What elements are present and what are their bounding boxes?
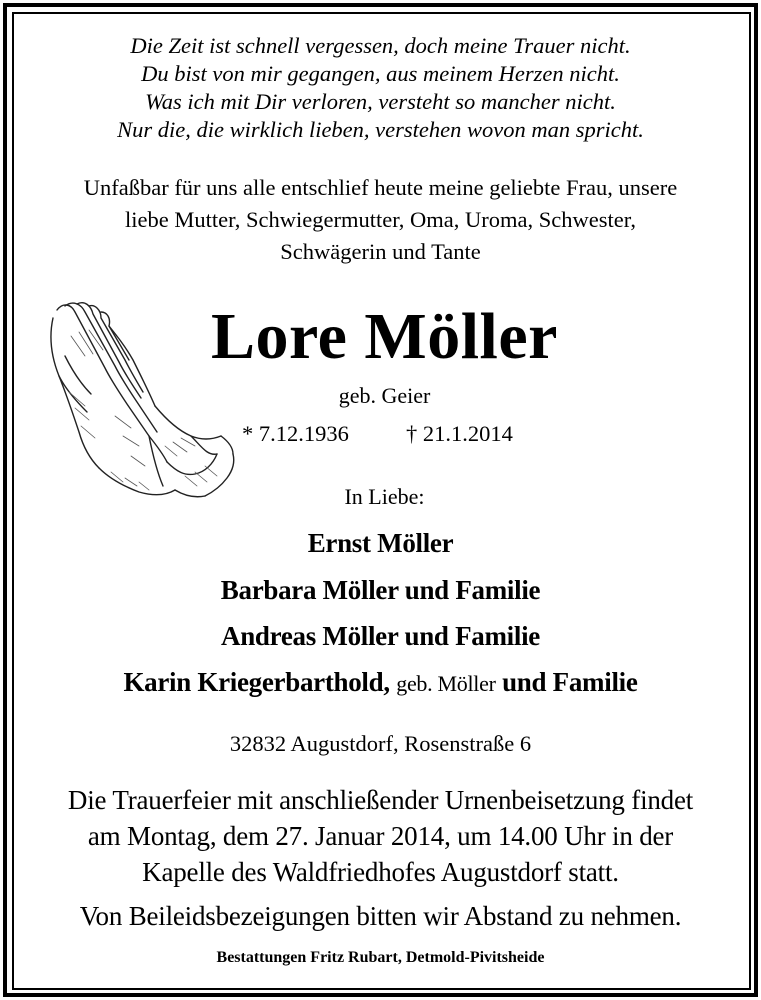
condolence-note: Von Beileidsbezeigungen bitten wir Abstand zu nehmen. xyxy=(79,901,682,931)
family-member-4-suffix: und Familie xyxy=(502,667,638,697)
in-love-label: In Liebe: xyxy=(344,484,425,509)
ceremony-line-3: Kapelle des Waldfriedhofes Augustdorf statt. xyxy=(142,857,619,887)
ceremony-line-1: Die Trauerfeier mit anschließender Urnenbeisetzung findet xyxy=(67,785,694,815)
intro-line-3: Schwägerin und Tante xyxy=(280,239,481,264)
intro-line-1: Unfaßbar für uns alle entschlief heute meine geliebte Frau, unsere xyxy=(83,175,678,200)
poem-line-3: Was ich mit Dir verloren, versteht so mancher nicht. xyxy=(145,89,616,114)
family-member-4-maiden: geb. Möller xyxy=(396,671,496,696)
family-member-2: Barbara Möller und Familie xyxy=(220,575,541,605)
address: 32832 Augustdorf, Rosenstraße 6 xyxy=(229,731,532,756)
deceased-name: Lore Möller xyxy=(211,300,558,373)
death-date: † 21.1.2014 xyxy=(406,421,513,446)
intro-line-2: liebe Mutter, Schwiegermutter, Oma, Uroma, Schwester, xyxy=(125,207,636,232)
poem-line-4: Nur die, die wirklich lieben, verstehen wovon man spricht. xyxy=(117,117,644,142)
ceremony-line-2: am Montag, dem 27. Januar 2014, um 14.00 Uhr in der xyxy=(87,821,674,851)
maiden-name: geb. Geier xyxy=(338,383,431,408)
family-member-3: Andreas Möller und Familie xyxy=(221,621,540,651)
family-member-4-name: Karin Kriegerbarthold, xyxy=(123,667,390,697)
family-member-4 xyxy=(0,666,761,700)
poem-line-2: Du bist von mir gegangen, aus meinem Herzen nicht. xyxy=(141,61,620,86)
family-member-1: Ernst Möller xyxy=(307,528,454,558)
birth-date: * 7.12.1936 xyxy=(242,421,349,446)
poem-line-1: Die Zeit ist schnell vergessen, doch meine Trauer nicht. xyxy=(130,33,631,58)
undertaker: Bestattungen Fritz Rubart, Detmold-Pivitsheide xyxy=(216,949,545,966)
